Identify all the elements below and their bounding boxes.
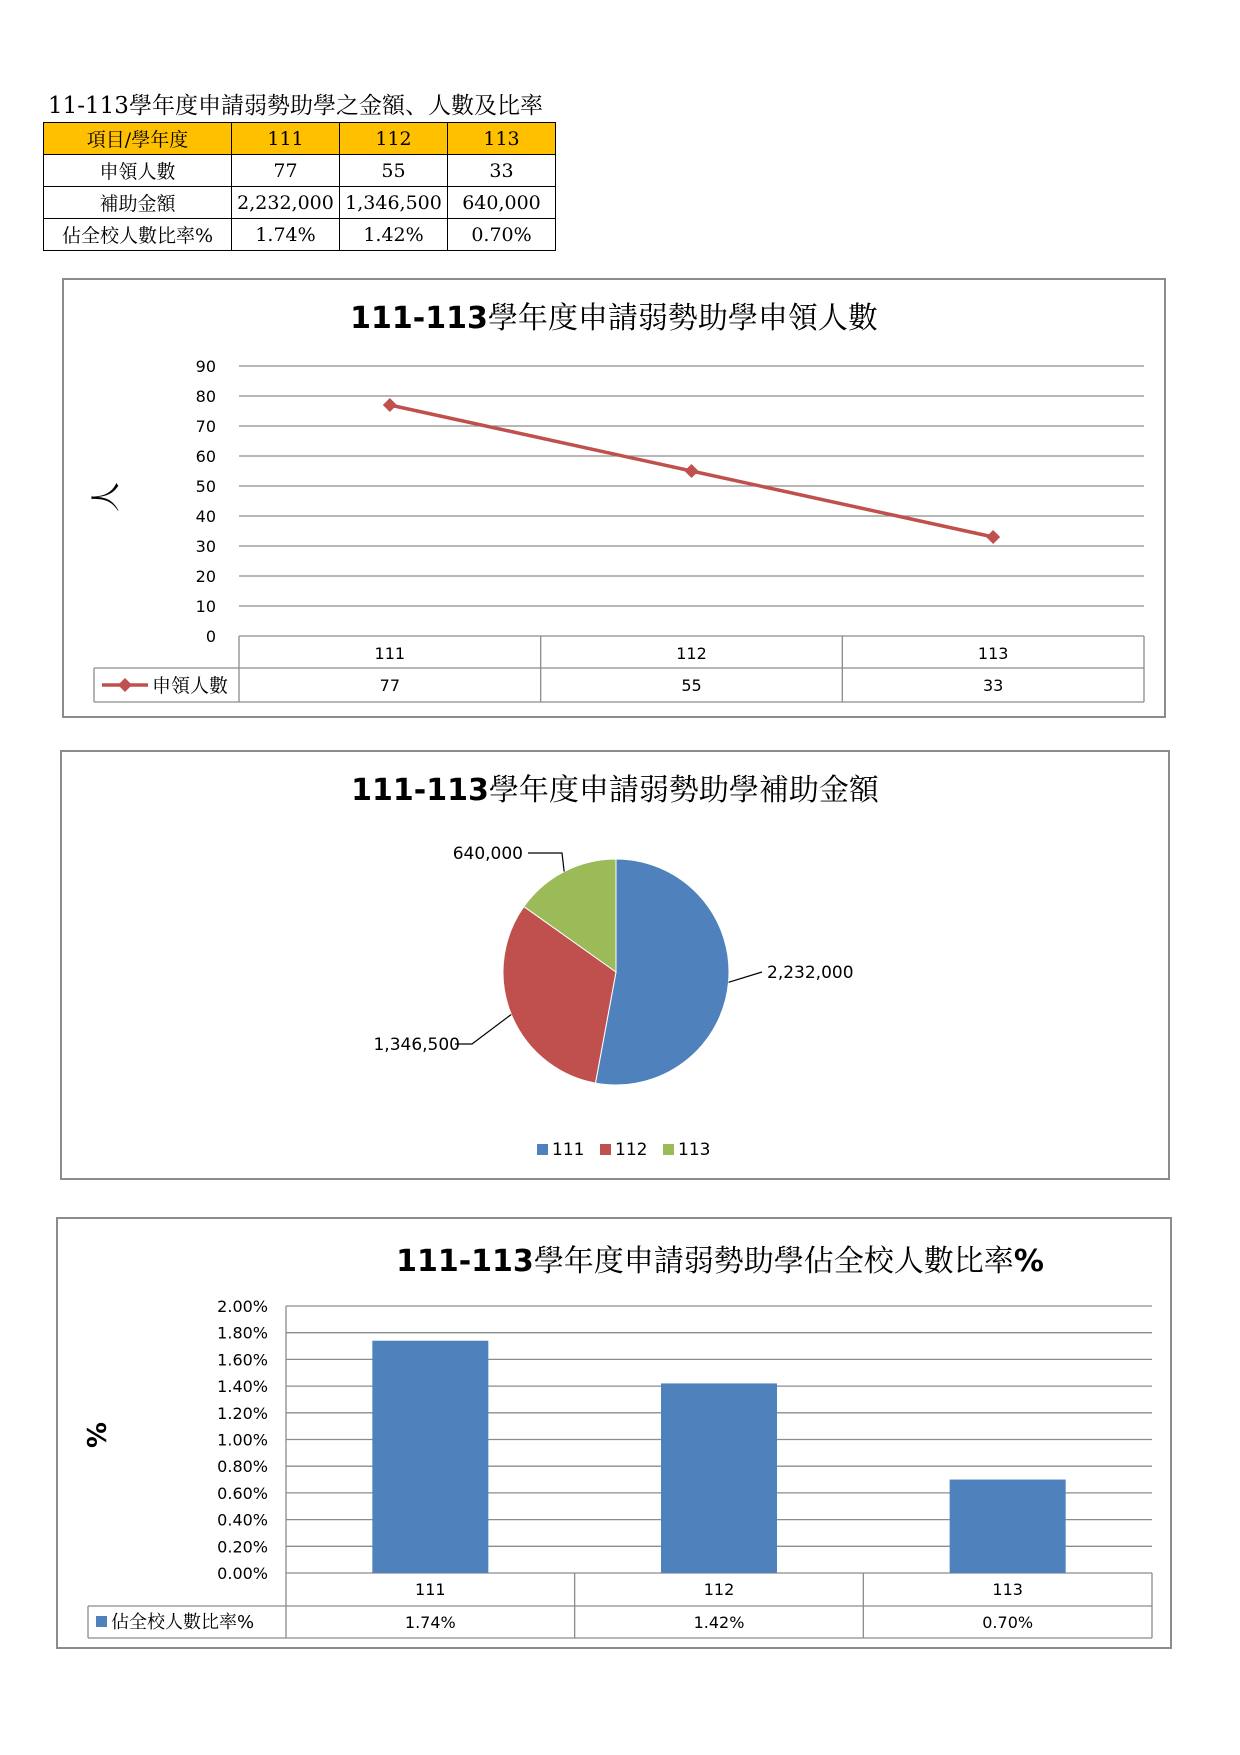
y-tick-label: 80 [195,387,216,406]
leader-line [528,853,564,872]
y-tick-label: 1.20% [217,1403,268,1423]
y-axis-label: 人 [89,482,124,512]
table-header-cell: 項目/學年度 [44,123,232,155]
table-row [44,155,556,187]
table-cell: 2,232,000 [232,187,340,219]
y-tick-label: 40 [195,507,216,526]
x-tick-label: 111 [415,1580,446,1599]
data-point [986,530,1000,544]
chart-title: 111-113學年度申請弱勢助學申領人數 [350,301,878,336]
legend-swatch [663,1144,674,1155]
x-tick-label: 113 [977,644,1009,663]
pie-chart [62,752,1168,1178]
x-tick-label: 112 [703,1580,735,1599]
legend-swatch [537,1144,548,1155]
bar [950,1480,1066,1573]
table-cell: 55 [340,155,448,187]
leader-line [455,1014,511,1044]
table-header-cell: 112 [340,123,448,155]
y-tick-label: 60 [195,447,216,466]
data-table-value: 55 [681,676,702,695]
data-table-value: 1.74% [404,1613,456,1632]
data-label: 640,000 [452,844,523,864]
legend-swatch [96,1616,107,1627]
table-cell: 1.74% [232,219,340,251]
bar-chart-panel [56,1217,1172,1649]
data-table-value: 1.42% [693,1613,745,1632]
data-point [685,464,699,478]
legend-marker [118,678,132,692]
x-tick-label: 111 [374,644,406,663]
y-axis-label: % [83,1421,113,1449]
y-tick-label: 30 [195,537,216,556]
data-table-value: 77 [379,676,401,695]
data-table-value: 33 [982,676,1004,695]
legend-label: 申領人數 [152,675,229,697]
y-tick-label: 0.00% [217,1564,268,1583]
data-point [383,398,397,412]
legend-label: 113 [678,1140,711,1160]
table-cell: 申領人數 [44,155,232,187]
legend-label: 112 [615,1140,648,1160]
legend-swatch [600,1144,611,1155]
y-tick-label: 1.00% [217,1430,268,1450]
y-tick-label: 1.80% [217,1323,268,1343]
chart-title: 111-113學年度申請弱勢助學補助金額 [351,773,879,808]
y-tick-label: 0.60% [217,1483,268,1503]
summary-table [43,122,556,251]
pie-chart-panel [60,750,1170,1180]
data-label: 1,346,500 [373,1035,460,1055]
table-cell: 佔全校人數比率% [44,219,232,251]
x-tick-label: 112 [676,644,707,663]
table-row [44,187,556,219]
y-tick-label: 1.60% [217,1350,268,1370]
y-tick-label: 1.40% [217,1377,268,1397]
table-cell: 640,000 [448,187,556,219]
line-chart-panel [62,278,1166,718]
table-header-cell: 111 [232,123,340,155]
table-cell: 1,346,500 [340,187,448,219]
y-tick-label: 10 [195,597,216,616]
bar [661,1383,777,1573]
line-chart [64,280,1164,716]
x-tick-label: 113 [992,1580,1023,1599]
legend-label: 佔全校人數比率% [111,1612,255,1633]
y-tick-label: 20 [195,567,216,586]
legend-label: 111 [552,1140,585,1160]
bar-chart [58,1219,1170,1647]
leader-line [729,972,762,982]
y-tick-label: 0.40% [217,1510,268,1530]
y-tick-label: 0.80% [217,1457,268,1477]
table-cell: 1.42% [340,219,448,251]
table-row [44,219,556,251]
y-tick-label: 90 [195,357,216,376]
table-cell: 補助金額 [44,187,232,219]
y-tick-label: 50 [195,477,216,496]
y-tick-label: 0.20% [217,1537,268,1557]
table-cell: 0.70% [448,219,556,251]
data-label: 2,232,000 [767,963,854,983]
table-cell: 77 [232,155,340,187]
data-table-value: 0.70% [982,1613,1034,1632]
chart-title: 111-113學年度申請弱勢助學佔全校人數比率% [396,1244,1044,1279]
table-header-cell: 113 [448,123,556,155]
y-tick-label: 0 [205,627,216,646]
y-tick-label: 70 [195,417,216,436]
bar [372,1341,488,1573]
document-heading: 11-113學年度申請弱勢助學之金額、人數及比率 [48,93,543,119]
table-header-row [44,123,556,155]
table-cell: 33 [448,155,556,187]
y-tick-label: 2.00% [217,1297,268,1316]
